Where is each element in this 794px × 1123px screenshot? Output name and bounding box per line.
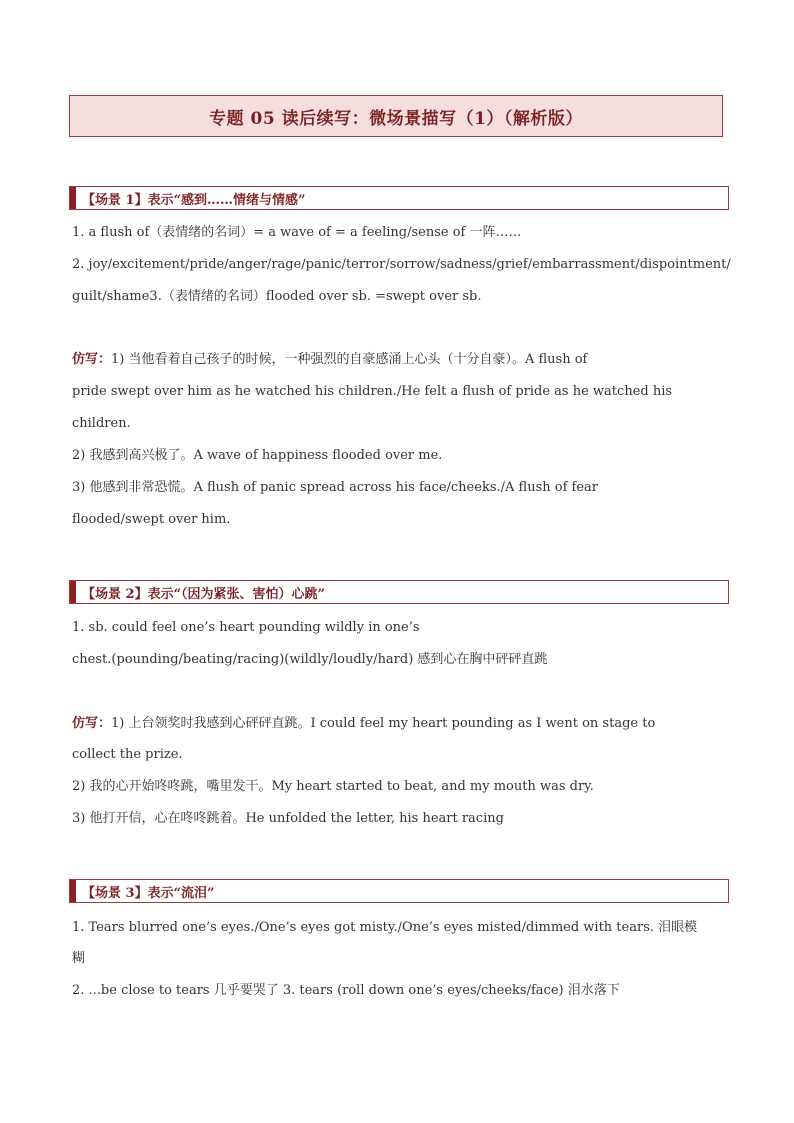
scene-2-imitation-1 — [72, 716, 655, 732]
scene-2-imitation-4: 3) 他打开信，心在咚咚跳着。He unfolded the letter, his heart racing — [72, 811, 504, 826]
scene-1-line-2: 2. joy/excitement/pride/anger/rage/panic/terror/sorrow/sadness/grief/embarrassment/dispointment/ — [72, 257, 731, 272]
scene-1-imitation-5: 3) 他感到非常恐慌。A flush of panic spread across his face/cheeks./A flush of fear — [72, 480, 598, 495]
scene-2-imitation-2: collect the prize. — [72, 747, 183, 762]
scene-1-imitation-6: flooded/swept over him. — [72, 512, 231, 527]
scene-2-imitation-text-1: 1) 上台领奖时我感到心砰砰直跳。I could feel my heart pounding as I went on stage to — [111, 716, 656, 731]
page-title: 专题 05 读后续写：微场景描写（1）（解析版） — [209, 108, 583, 129]
scene-2-imitation-3: 2) 我的心开始咚咚跳，嘴里发干。My heart started to beat, and my mouth was dry. — [72, 779, 594, 794]
scene-2-header — [69, 580, 729, 604]
imitation-label: 仿写： — [72, 352, 112, 367]
scene-1-line-1: 1. a flush of（表情绪的名词）= a wave of = a feeling/sense of 一阵…… — [72, 225, 522, 240]
title-box — [69, 95, 723, 137]
scene-2-line-2: chest.(pounding/beating/racing)(wildly/loudly/hard) 感到心在胸中砰砰直跳 — [72, 652, 548, 667]
scene-1-imitation-2: pride swept over him as he watched his children./He felt a flush of pride as he watched his — [72, 384, 673, 399]
scene-1-title: 【场景 1】表示“感到……情绪与情感” — [82, 192, 306, 208]
scene-3-title: 【场景 3】表示“流泪” — [82, 885, 215, 901]
scene-1-imitation-3: children. — [72, 416, 131, 431]
scene-3-line-3: 2. ...be close to tears 几乎要哭了 3. tears (roll down one’s eyes/cheeks/face) 泪水落下 — [72, 983, 620, 998]
scene-3-header — [69, 879, 729, 903]
scene-3-line-2: 糊 — [72, 951, 86, 966]
scene-2-line-1: 1. sb. could feel one’s heart pounding wildly in one’s — [72, 620, 420, 635]
scene-1-imitation-text-1: 1) 当他看着自己孩子的时候，一种强烈的自豪感涌上心头（十分自豪）。A flush of — [111, 352, 588, 367]
imitation-label: 仿写： — [72, 716, 112, 731]
scene-1-imitation-1 — [72, 352, 587, 368]
scene-1-header — [69, 186, 729, 210]
scene-3-line-1: 1. Tears blurred one’s eyes./One’s eyes got misty./One’s eyes misted/dimmed with tears. 泪眼模 — [72, 920, 698, 935]
scene-1-line-3: guilt/shame3.（表情绪的名词）flooded over sb. =swept over sb. — [72, 289, 482, 304]
scene-2-title: 【场景 2】表示“（因为紧张、害怕）心跳” — [82, 586, 326, 602]
scene-1-imitation-4: 2) 我感到高兴极了。A wave of happiness flooded over me. — [72, 448, 443, 463]
